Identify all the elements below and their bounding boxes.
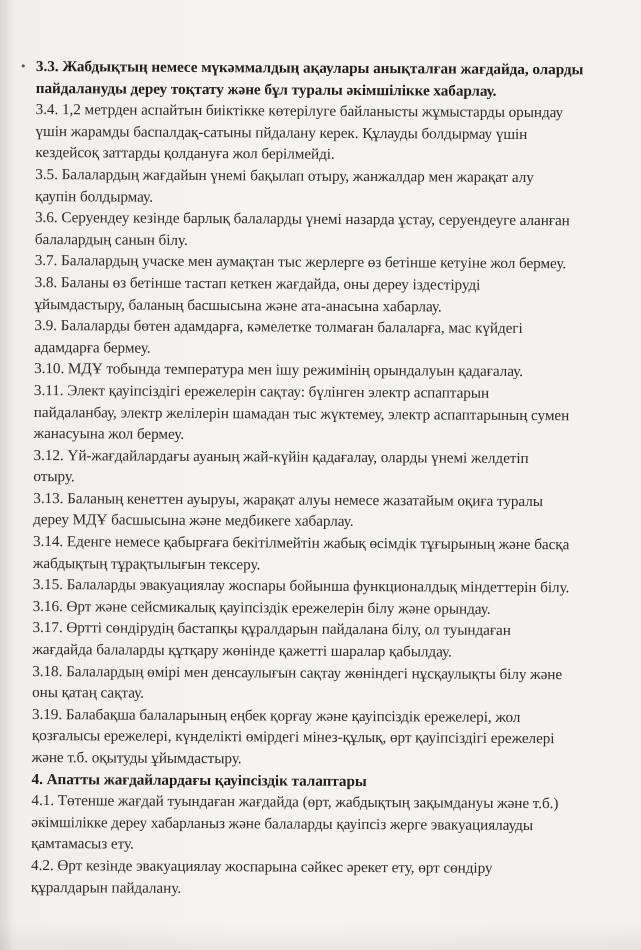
text-line: оны қатаң сақтау.: [32, 684, 144, 702]
paragraph: [32, 704, 622, 772]
text-line: жабдықтың тұрақтылығын тексеру.: [32, 554, 261, 574]
text-line: үшін жарамды баспалдақ-сатыны пйдалану керек. Құлауды болдырмау үшін: [35, 122, 528, 143]
text-line: қозғалысы ережелері, күнделікті өмірдегі мінез-құлық, өрт қауіпсіздігі ережелері: [31, 727, 555, 748]
paragraph: [35, 164, 625, 211]
text-line: 3.9. Балаларды бөтен адамдарға, кәмелетке толмаған балаларға, мас күйдегі: [34, 317, 523, 338]
text-line: 3.4. 1,2 метрден аспайтын биіктікке көтерілуге байланысты жұмыстарды орындау: [35, 101, 564, 122]
text-line: кездейсоқ заттарды қолдануға жол берілмейді.: [35, 144, 335, 164]
bullet-mark: •: [20, 60, 27, 73]
text-line: құралдарын пайдалану.: [30, 878, 182, 897]
text-line: ұйымдастыру, баланың басшысына және ата-анасына хабарлау.: [34, 295, 442, 316]
text-line: адамдарға бермеу.: [34, 338, 151, 357]
text-line: жанасуына жол бермеу.: [33, 425, 185, 444]
paragraph: [34, 315, 624, 362]
text-line: 3.16. Өрт және сейсмикалық қауіпсіздік ережелерін білу және орындау.: [32, 597, 491, 618]
text-line: отыру.: [33, 468, 75, 486]
text-line: әкімшілікке дереу хабарланыз және балаларды қауіпсіз жерге эвакуациялауды: [31, 813, 534, 834]
text-line: жағдайда балаларды құтқару жөнінде қажетті шаралар қабылдау.: [32, 641, 452, 661]
text-line: 3.17. Өртті сөндірудің бастапқы құралдарын пайдалана білу, ол туындаған: [32, 619, 511, 640]
paragraph: [34, 380, 624, 448]
paragraph: [33, 488, 623, 535]
section-heading: [36, 56, 626, 103]
text-line: 3.13. Баланың кенеттен ауыруы, жарақат алуы немесе жазатайым оқиға туралы: [33, 489, 544, 510]
text-line: 4.2. Өрт кезінде эвакуациялау жоспарына сәйкес әрекет ету, өрт сөндіру: [31, 856, 493, 877]
text-line: 3.6. Серуендеу кезінде барлық балаларды үнемі назарда ұстау, серуендеуге аланған: [34, 209, 570, 230]
text-line: 3.5. Балалардың жағдайын үнемі бақылап отыру, жанжалдар мен жарақат алу: [35, 165, 534, 187]
paragraph: [33, 531, 623, 578]
text-line: 4. Апатты жағдайлардағы қауіпсіздік талаптары: [31, 770, 367, 790]
text-line: пайдалануды дереу тоқтату және бұл туралы әкімшілікке хабарлау.: [35, 79, 497, 100]
text-line: және т.б. оқытуды ұйымдастыру.: [31, 748, 242, 768]
text-line: 3.12. Үй-жағдайлардағы ауаның жай-күйін қадағалау, оларды үнемі желдетіп: [33, 446, 529, 467]
text-line: 3.14. Еденге немесе қабырғаға бекітілмейтін жабық өсімдік тұғырының және басқа: [32, 533, 570, 554]
text-line: 3.18. Балалардың өмірі мен денсаулығын сақтау жөніндегі нұсқаулықты білу және: [32, 662, 563, 683]
text-line: 3.11. Элект қауіпсіздігі ережелерін сақтау: бүлінген электр аспаптарын: [33, 381, 490, 402]
paragraph: [31, 855, 621, 902]
paragraph: [35, 207, 625, 254]
paragraph: [35, 99, 625, 167]
paragraph: [34, 272, 624, 319]
text-line: 3.15. Балаларды эвакуациялау жоспары бойынша функционалдық міндеттерін білу.: [32, 576, 570, 597]
text-line: 4.1. Төтенше жағдай туындаған жағдайда (өрт, жабдықтың зақымдануы және т.б.): [31, 792, 559, 813]
paragraph: [32, 661, 622, 708]
text-line: қамтамасыз ету.: [31, 835, 134, 853]
text-line: балалардың санын білу.: [34, 230, 188, 249]
text-line: 3.19. Балабақша балаларының еңбек қорғау және қауіпсіздік ережелері, жол: [31, 705, 521, 726]
paragraph: [31, 790, 621, 858]
text-line: 3.10. МДҰ тобында температура мен ішу режимінің орындалуын қадағалау.: [34, 360, 523, 381]
text-line: қаупін болдырмау.: [35, 187, 153, 206]
document-body: [31, 56, 626, 902]
text-line: дереу МДҰ басшысына және медбикеге хабарлау.: [33, 511, 354, 531]
text-line: пайдаланбау, электр желілерін шамадан тыс жүктемеу, электр аспаптарының сумен: [33, 403, 570, 424]
text-line: 3.3. Жабдықтың немесе мүкәммалдың ақаулары анықталған жағдайда, оларды: [35, 57, 584, 79]
text-line: 3.7. Балалардың учаске мен аумақтан тыс жерлерге өз бетінше кетуіне жол бермеу.: [34, 252, 567, 273]
paragraph: [32, 617, 622, 664]
paragraph: [33, 445, 623, 492]
text-line: 3.8. Баланы өз бетінше тастап кеткен жағдайда, оны дереу іздестіруді: [34, 273, 481, 294]
